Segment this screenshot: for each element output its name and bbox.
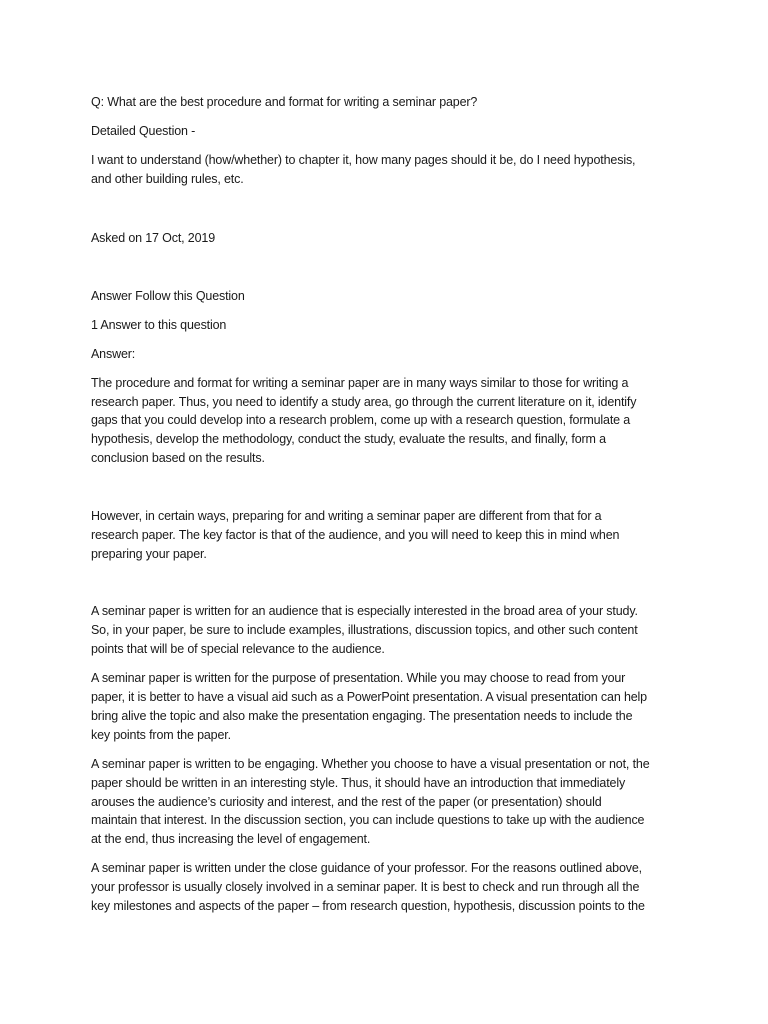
detailed-question-label: Detailed Question - [91,124,196,138]
question-title: Q: What are the best procedure and format for writing a seminar paper? [91,95,478,109]
paragraph-1-line-3: gaps that you could develop into a research problem, come up with a research question, formulate a [91,413,631,427]
paragraph-5-line-4: maintain that interest. In the discussion section, you can include questions to take up with the audience [91,813,645,827]
detail-line-2: and other building rules, etc. [91,172,244,186]
paragraph-1-line-2: research paper. Thus, you need to identify a study area, go through the current literature on it, identify [91,395,637,409]
paragraph-3-line-1: A seminar paper is written for an audience that is especially interested in the broad area of your study. [91,604,638,618]
paragraph-4-line-1: A seminar paper is written for the purpose of presentation. While you may choose to read from your [91,671,626,685]
paragraph-6-line-3: key milestones and aspects of the paper – from research question, hypothesis, discussion points to the [91,899,645,913]
paragraph-1-line-5: conclusion based on the results. [91,451,265,465]
paragraph-1-line-1: The procedure and format for writing a seminar paper are in many ways similar to those for writing a [91,376,629,390]
paragraph-2-line-1: However, in certain ways, preparing for and writing a seminar paper are different from that for a [91,509,602,523]
paragraph-1-line-4: hypothesis, develop the methodology, conduct the study, evaluate the results, and finally, form a [91,432,606,446]
detail-line-1: I want to understand (how/whether) to chapter it, how many pages should it be, do I need hypothesis, [91,153,636,167]
asked-date: Asked on 17 Oct, 2019 [91,231,216,245]
paragraph-6-line-1: A seminar paper is written under the close guidance of your professor. For the reasons outlined above, [91,861,642,875]
paragraph-2-line-3: preparing your paper. [91,547,207,561]
paragraph-6-line-2: your professor is usually closely involved in a seminar paper. It is best to check and run through all the [91,880,640,894]
paragraph-4-line-3: bring alive the topic and also make the presentation engaging. The presentation needs to include the [91,709,633,723]
answer-count: 1 Answer to this question [91,318,227,332]
paragraph-5-line-3: arouses the audience’s curiosity and interest, and the rest of the paper (or presentation) should [91,795,602,809]
paragraph-3-line-3: points that will be of special relevance to the audience. [91,642,385,656]
paragraph-5-line-1: A seminar paper is written to be engaging. Whether you choose to have a visual presentation or not, the [91,757,650,771]
paragraph-5-line-5: at the end, thus increasing the level of engagement. [91,832,371,846]
paragraph-4-line-2: paper, it is better to have a visual aid such as a PowerPoint presentation. A visual presentation can help [91,690,647,704]
paragraph-4-line-4: key points from the paper. [91,728,231,742]
answer-follow-text: Answer Follow this Question [91,289,245,303]
paragraph-5-line-2: paper should be written in an interesting style. Thus, it should have an introduction that immediately [91,776,626,790]
paragraph-2-line-2: research paper. The key factor is that of the audience, and you will need to keep this in mind when [91,528,620,542]
answer-label: Answer: [91,347,136,361]
paragraph-3-line-2: So, in your paper, be sure to include examples, illustrations, discussion topics, and other such content [91,623,638,637]
